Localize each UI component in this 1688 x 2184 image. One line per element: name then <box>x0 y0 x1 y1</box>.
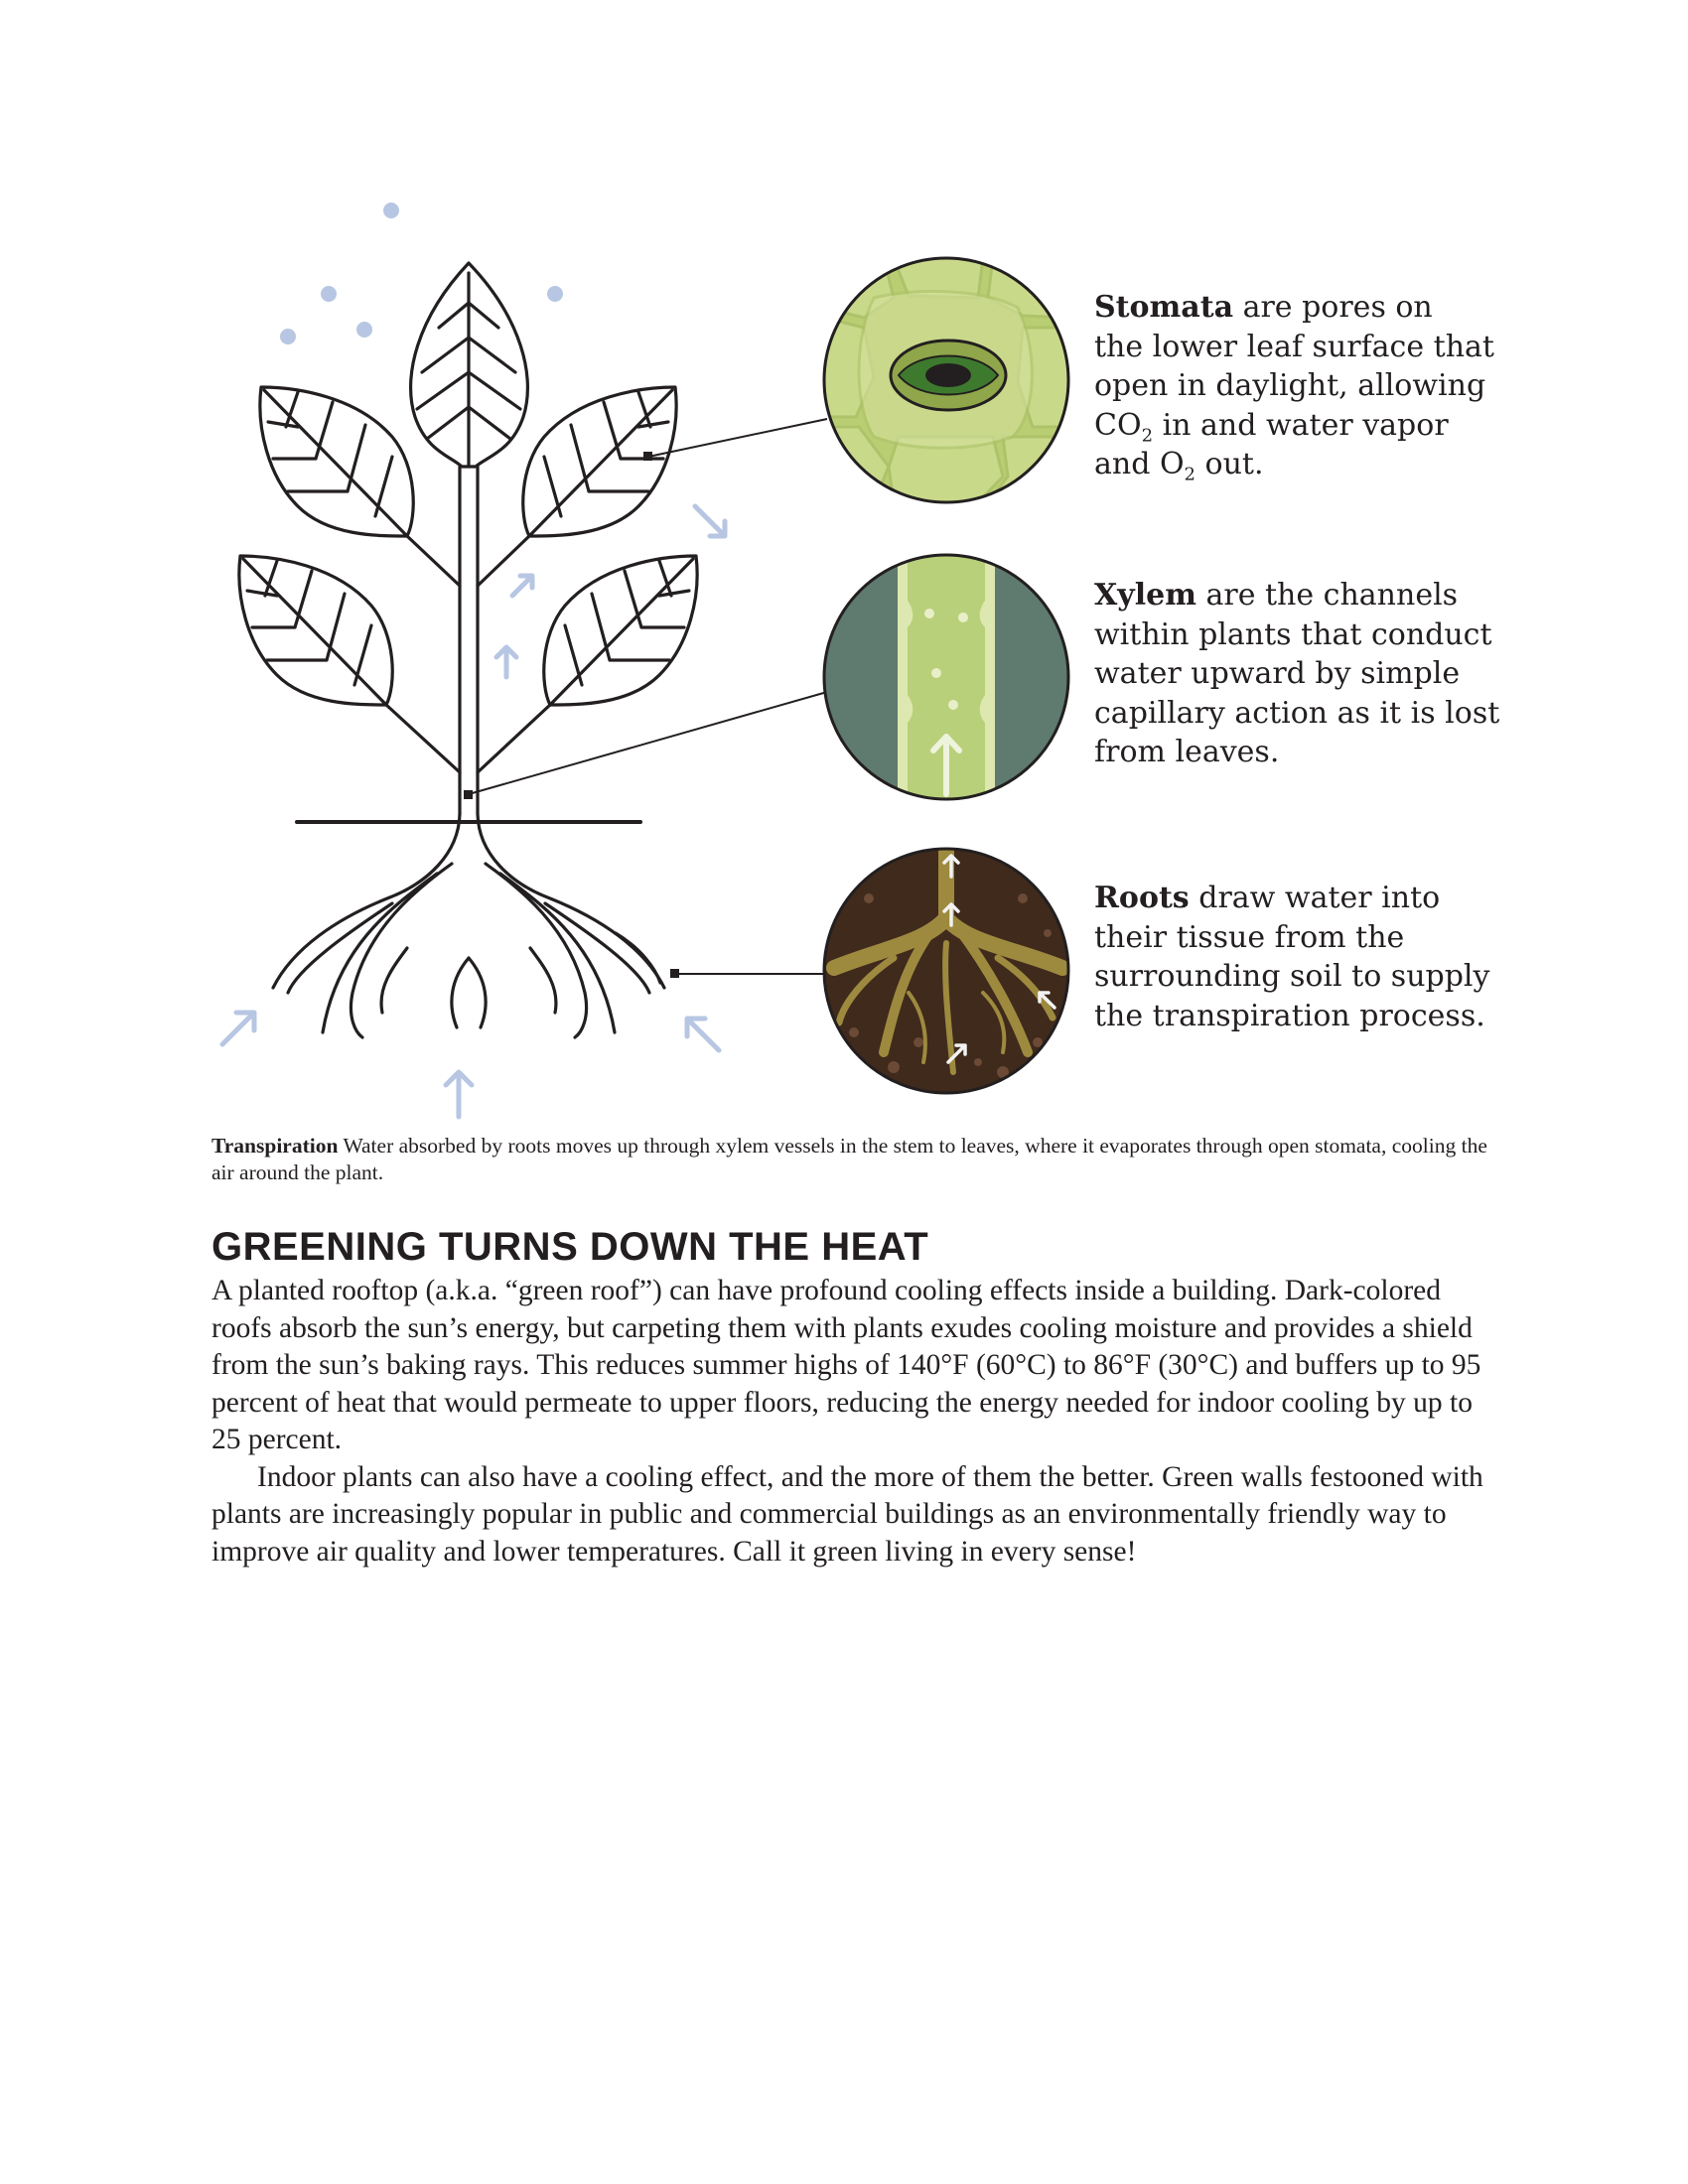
stomata-line4: in and water vapor <box>1162 407 1449 443</box>
xylem-callout <box>1094 576 1511 772</box>
vapor-dots <box>280 203 563 344</box>
stomata-line5: out. <box>1204 447 1264 481</box>
stomata-sub-o2: 2 <box>1184 464 1196 485</box>
xylem-detail-circle <box>824 555 1068 799</box>
roots-detail-circle <box>824 849 1068 1093</box>
arrow-up-icon <box>446 1072 472 1117</box>
arrow-down-right-icon <box>695 506 725 536</box>
stomata-sub-co2: 2 <box>1141 424 1154 446</box>
paragraph-1: A planted rooftop (a.k.a. “green roof”) can have profound cooling effects inside a building. Dark-colored roofs absorb the sun’s energy, but carpeting them with plants exudes cooling moisture and provides a shield from the sun’s baking rays. This reduces summer highs of 140°F (60°C) to 86°F (30°C) and buffers up to 95 percent of heat that would permeate to upper floors, reducing the energy needed for indoor cooling by up to 25 percent. <box>211 1275 1481 1455</box>
stomata-detail-circle <box>824 258 1068 502</box>
figure-caption <box>211 1133 1502 1186</box>
arrow-up-right-stem-icon <box>512 576 532 596</box>
caption-term: Transpiration <box>211 1134 339 1158</box>
caption-text: Water absorbed by roots moves up through xylem vessels in the stem to leaves, where it evaporates through open stomata, cooling the air around the plant. <box>211 1134 1487 1184</box>
stomata-callout <box>1094 288 1511 484</box>
arrow-up-right-icon <box>222 1013 254 1044</box>
roots-callout <box>1094 879 1511 1035</box>
plant-drawing <box>239 263 697 1037</box>
stomata-term: Stomata <box>1094 290 1234 325</box>
paragraph-2: Indoor plants can also have a cooling effect, and the more of them the better. Green walls festooned with plants are increasingly popular in public and commercial buildings as an environmentally friendly way to improve air quality and lower temperatures. Call it green living in every sense! <box>211 1460 1483 1568</box>
stomata-co: CO <box>1094 407 1142 443</box>
body-text <box>211 1273 1492 1570</box>
flow-arrows <box>222 506 725 1117</box>
stomata-o: and O <box>1094 447 1185 481</box>
arrow-up-stem-icon <box>496 647 516 677</box>
arrow-up-left-icon <box>687 1019 719 1050</box>
stomata-line2: the lower leaf surface that <box>1094 329 1494 364</box>
stomata-line1: are pores on <box>1242 290 1433 325</box>
xylem-term: Xylem <box>1094 578 1196 613</box>
roots-text: draw water into their tissue from the surrounding soil to supply the transpiration process. <box>1094 881 1490 1033</box>
roots-term: Roots <box>1094 881 1190 915</box>
stomata-line3: open in daylight, allowing <box>1094 368 1486 403</box>
section-heading: GREENING TURNS DOWN THE HEAT <box>211 1225 929 1269</box>
xylem-text: are the channels within plants that conduct water upward by simple capillary action as it is lost from leaves. <box>1094 578 1500 769</box>
